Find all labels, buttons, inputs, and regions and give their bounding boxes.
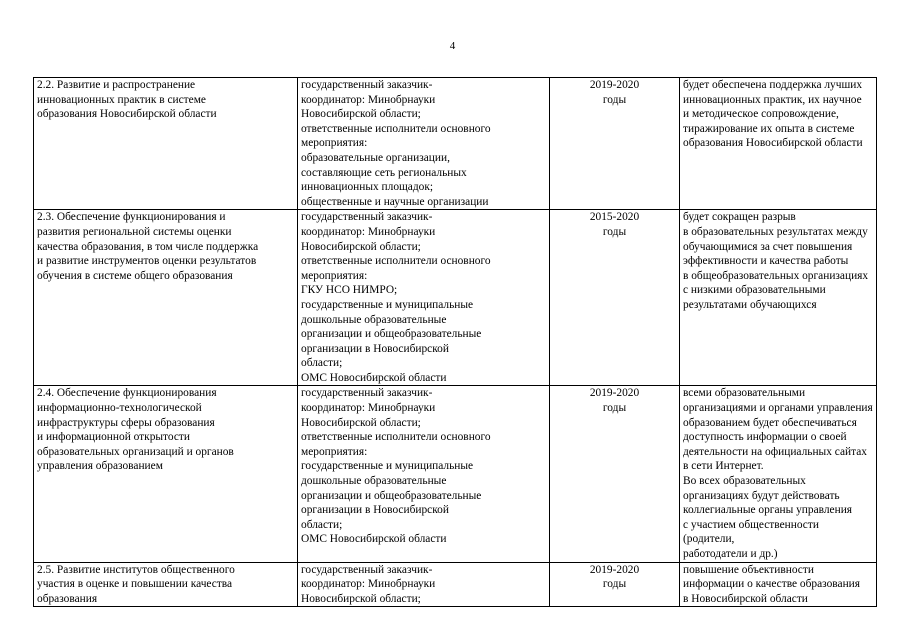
- activity-cell: 2.2. Развитие и распространение инновационных практик в системе образования Новосибирской области: [34, 78, 298, 210]
- result-cell: повышение объективности информации о качестве образования в Новосибирской области: [680, 562, 877, 607]
- table-row: [34, 210, 877, 386]
- table-row: [34, 386, 877, 562]
- executors-cell: государственный заказчик- координатор: Минобрнауки Новосибирской области; ответственные исполнители основного мероприятия: ГКУ НСО НИМРО; государственные и муниципальные дошкольные образовательные организации и общеобразовательные организации в Новосибирской области; ОМС Новосибирской области: [298, 210, 550, 386]
- result-cell: всеми образовательными организациями и органами управления образованием будет обеспечиваться доступность информации о своей деятельности на официальных сайтах в сети Интернет. Во всех образовательных организациях будут действовать коллегиальные органы управления с участием общественности (родители, работодатели и др.): [680, 386, 877, 562]
- executors-cell: государственный заказчик- координатор: Минобрнауки Новосибирской области; ответственные исполнители основного мероприятия: образовательные организации, составляющие сеть региональных инновационных площадок; общественные и научные организации: [298, 78, 550, 210]
- table-row: [34, 78, 877, 210]
- table-row: [34, 562, 877, 607]
- period-cell: 2015-2020 годы: [550, 210, 680, 386]
- activity-cell: 2.4. Обеспечение функционирования информационно-технологической инфраструктуры сферы образования и информационной открытости образовательных организаций и органов управления образованием: [34, 386, 298, 562]
- executors-cell: государственный заказчик- координатор: Минобрнауки Новосибирской области; ответственные исполнители основного мероприятия: государственные и муниципальные дошкольные образовательные организации и общеобразовательные организации в Новосибирской области; ОМС Новосибирской области: [298, 386, 550, 562]
- activity-cell: 2.5. Развитие институтов общественного участия в оценке и повышении качества образования: [34, 562, 298, 607]
- page-number: 4: [449, 40, 456, 52]
- activities-table: [33, 77, 877, 607]
- activity-cell: 2.3. Обеспечение функционирования и развития региональной системы оценки качества образования, в том числе поддержка и развитие инструментов оценки результатов обучения в системе общего образования: [34, 210, 298, 386]
- period-cell: 2019-2020 годы: [550, 78, 680, 210]
- executors-cell: государственный заказчик- координатор: Минобрнауки Новосибирской области;: [298, 562, 550, 607]
- period-cell: 2019-2020 годы: [550, 562, 680, 607]
- period-cell: 2019-2020 годы: [550, 386, 680, 562]
- result-cell: будет сокращен разрыв в образовательных результатах между обучающимися за счет повышения эффективности и качества работы в общеобразовательных организациях с низкими образовательными результатами обучающихся: [680, 210, 877, 386]
- result-cell: будет обеспечена поддержка лучших инновационных практик, их научное и методическое сопровождение, тиражирование их опыта в системе образования Новосибирской области: [680, 78, 877, 210]
